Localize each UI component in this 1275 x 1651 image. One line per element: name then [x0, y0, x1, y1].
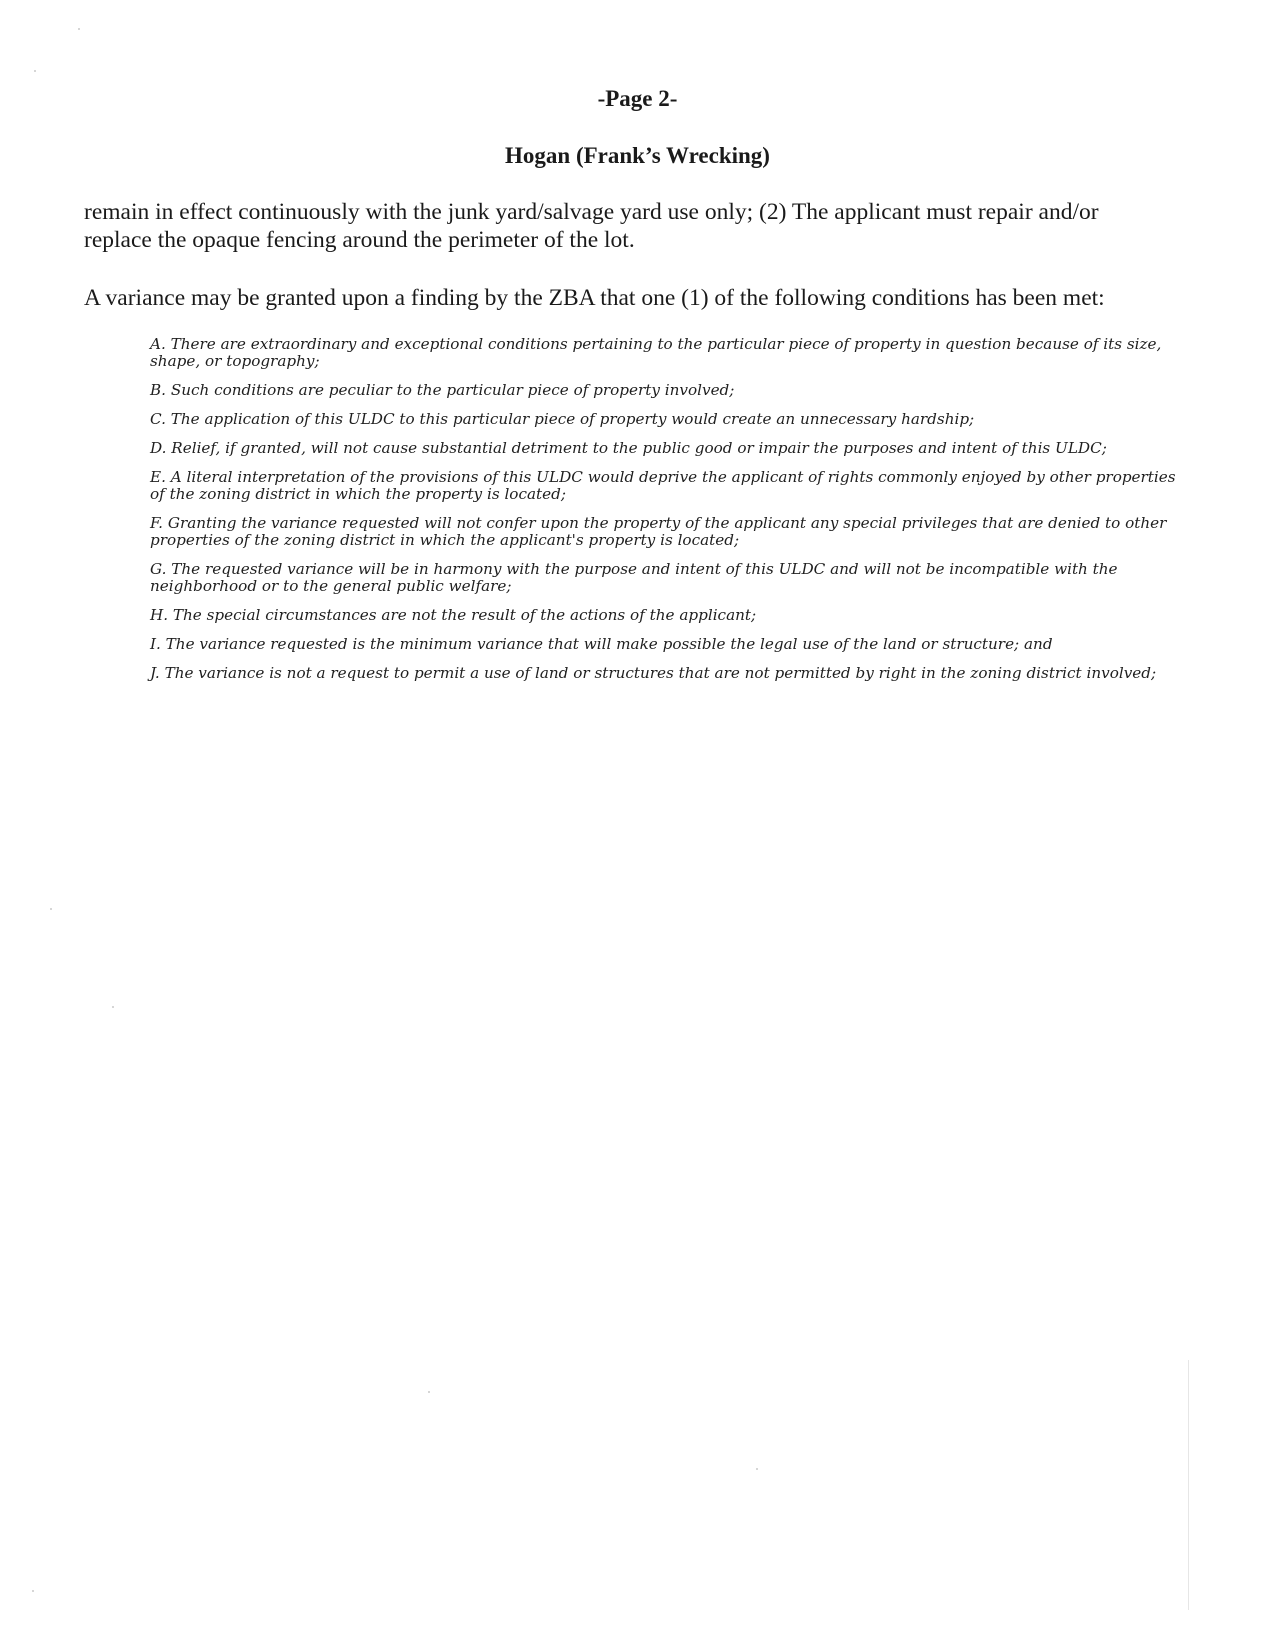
condition-item: J. The variance is not a request to permit a use of land or structures that are not permitted by right in the zoning district involved;	[150, 664, 1157, 682]
body-paragraph-continuation: remain in effect continuously with the junk yard/salvage yard use only; (2) The applicant must repair and/or replace the opaque fencing around the perimeter of the lot.	[84, 199, 1099, 253]
scan-speck	[34, 70, 36, 72]
scan-speck	[112, 1006, 114, 1008]
case-title: Hogan (Frank’s Wrecking)	[505, 143, 770, 168]
body-paragraph-variance-intro: A variance may be granted upon a finding by the ZBA that one (1) of the following conditions has been met:	[84, 285, 1105, 311]
condition-item: H. The special circumstances are not the result of the actions of the applicant;	[150, 606, 757, 624]
conditions-list	[150, 336, 1180, 694]
condition-item: I. The variance requested is the minimum variance that will make possible the legal use of the land or structure; and	[150, 635, 1053, 653]
condition-item: E. A literal interpretation of the provisions of this ULDC would deprive the applicant of rights commonly enjoyed by other properties of the zoning district in which the property is located;	[150, 468, 1176, 503]
page-number: -Page 2-	[597, 86, 678, 111]
condition-item: B. Such conditions are peculiar to the particular piece of property involved;	[150, 381, 735, 399]
scan-speck	[78, 28, 80, 30]
scan-speck	[50, 908, 52, 910]
scan-speck	[32, 1590, 34, 1592]
condition-item: D. Relief, if granted, will not cause substantial detriment to the public good or impair the purposes and intent of this ULDC;	[150, 439, 1107, 457]
scan-speck	[428, 1391, 430, 1393]
condition-item: C. The application of this ULDC to this particular piece of property would create an unnecessary hardship;	[150, 410, 975, 428]
condition-item: A. There are extraordinary and exceptional conditions pertaining to the particular piece of property in question because of its size, shape, or topography;	[150, 335, 1162, 370]
condition-item: F. Granting the variance requested will not confer upon the property of the applicant any special privileges that are denied to other properties of the zoning district in which the applicant's property is located;	[150, 514, 1167, 549]
condition-item: G. The requested variance will be in harmony with the purpose and intent of this ULDC and will not be incompatible with the neighborhood or to the general public welfare;	[150, 560, 1118, 595]
scan-speck	[756, 1468, 758, 1470]
scan-edge-line	[1188, 1360, 1189, 1610]
